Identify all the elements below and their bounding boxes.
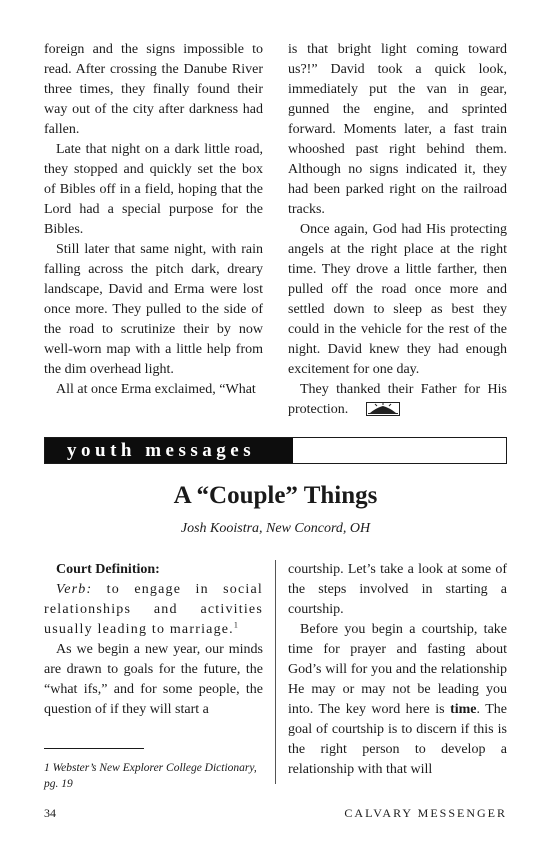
- article-title: A “Couple” Things: [173, 482, 378, 509]
- paragraph: As we begin a new year, our minds are drawn to goals for the future, the “what ifs,” and for some people, the question of if they will start a: [44, 642, 263, 717]
- emphasized-word: time: [450, 702, 477, 717]
- paragraph: Once again, God had His protecting angels at the right place at the right time. They drove a little farther, then pulled off the road once more and settled down to sleep as best they could in the vehicle for the rest of the night. David knew they had enough excitement for one day.: [288, 222, 507, 377]
- article-byline: Josh Kooistra, New Concord, OH: [180, 521, 371, 536]
- paragraph: All at once Erma exclaimed, “What: [56, 382, 256, 397]
- publication-name: CALVARY MESSENGER: [344, 806, 507, 820]
- paragraph: is that bright light coming toward us?!” David took a quick look, immediately put the van in gear, gunned the engine, and sprinted forward. Moments later, a fast train whooshed past right behind them. Although no signs indicated it, they had been parked right on the railroad tracks.: [288, 42, 507, 217]
- paragraph: Late that night on a dark little road, they stopped and quickly set the box of Bibles off in a field, hoping that the Lord had a special purpose for the Bibles.: [44, 142, 263, 237]
- definition-paragraph: [44, 580, 263, 640]
- column-divider: [275, 560, 276, 784]
- definition-text: to engage in social relationships and activities usually leading to marriage.: [44, 582, 263, 637]
- paragraph-text: . The goal of courtship is to discern if this is the right person to develop a relationship with that will: [288, 702, 507, 777]
- paragraph: [288, 380, 507, 423]
- paragraph-text: Before you begin a courtship, take time for prayer and fasting about God’s will for you and the relationship He may or may not be leading you into. The key word here is: [288, 622, 507, 717]
- paragraph: Still later that same night, with rain falling across the pitch dark, dreary landscape, David and Erma were lost once more. They pulled to the side of the road to scrutinize their by now well-worn map with a little help from the dim overhead light.: [44, 242, 263, 377]
- paragraph: [288, 620, 507, 780]
- section-banner-fill: [45, 438, 293, 463]
- top-right-column: [288, 40, 507, 423]
- top-left-column: [44, 40, 263, 400]
- footnote-reference: 1: [233, 620, 238, 630]
- bottom-right-column: [288, 560, 507, 780]
- section-label: youth messages: [67, 440, 256, 461]
- end-of-article-icon: [354, 402, 400, 423]
- paragraph: courtship. Let’s take a look at some of the steps involved in starting a courtship.: [288, 562, 507, 617]
- paragraph-text: They thanked their Father for His protection.: [288, 382, 507, 417]
- definition-term: Verb:: [56, 582, 93, 597]
- footnote-divider: [44, 748, 144, 749]
- footnote: 1 Webster’s New Explorer College Dictionary, pg. 19: [44, 762, 257, 790]
- page-number: 34: [44, 806, 56, 820]
- section-banner: [44, 437, 507, 464]
- paragraph: foreign and the signs impossible to read. After crossing the Danube River three times, they finally found their way out of the city after darkness had fallen.: [44, 42, 263, 137]
- bottom-left-column: [44, 560, 263, 720]
- definition-heading: Court Definition:: [56, 562, 160, 577]
